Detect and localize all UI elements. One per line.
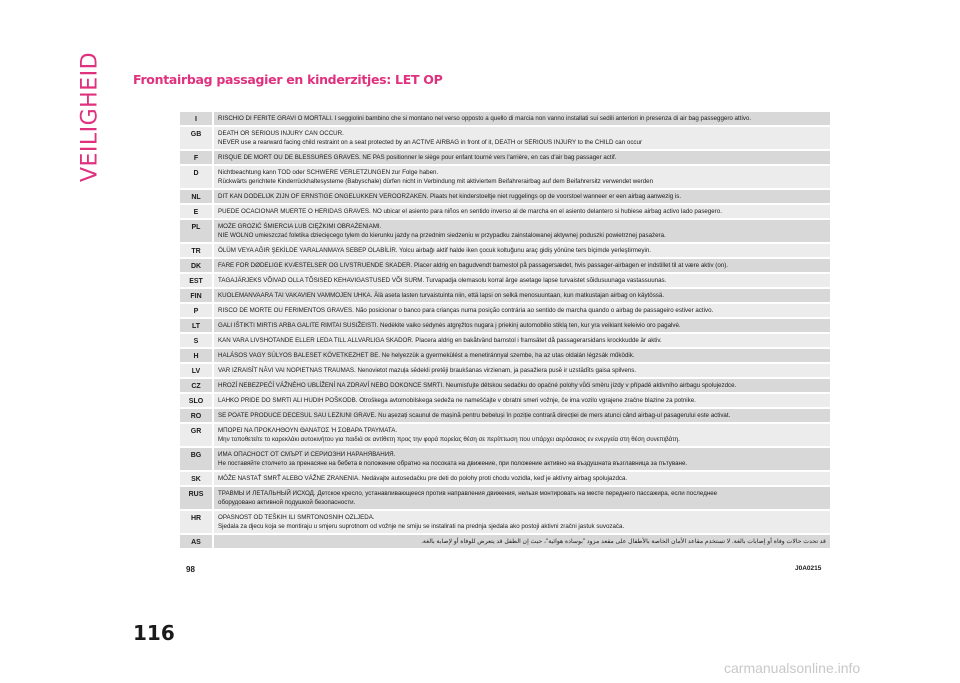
warning-line: KUOLEMANVAARA TAI VAKAVIEN VAMMOJEN UHKA. Älä aseta lasten turvaistuinta niin, että lapsi on selkä menosuuntaan, kun matkustajan airbag on käytössä. — [218, 292, 665, 299]
page-title: Frontairbag passagier en kinderzitjes: LET OP — [133, 72, 443, 87]
warning-text — [214, 304, 830, 317]
language-code: E — [180, 205, 214, 218]
language-code: SK — [180, 472, 214, 485]
table-row — [180, 535, 830, 550]
table-row — [180, 409, 830, 424]
warning-text — [214, 112, 830, 125]
table-row — [180, 304, 830, 319]
warning-line: RISCHIO DI FERITE GRAVI O MORTALI. I seggiolini bambino che si montano nel verso opposto a quello di marcia non vanno installati sui sedili anteriori in presenza di air bag passeggero attivo. — [218, 115, 752, 122]
warning-text — [214, 127, 830, 149]
warning-line: TAGAJÄRJEKS VÕIVAD OLLA TÕSISED KEHAVIGASTUSED VÕI SURM. Turvapadja olemasolu korral ärge asetage lapse turvaistet sõidusuunaga vastassuunas. — [218, 277, 667, 284]
table-row — [180, 220, 830, 244]
warning-text — [214, 409, 830, 422]
warning-line: Sjedala za djecu koja se montiraju u smjeru suprotnom od vožnje ne smiju se instalirati na prednja sjedala ako postoji aktivni zračni jastuk suvozača. — [218, 523, 625, 530]
warning-line: GALI IŠTIKTI MIRTIS ARBA GALITE RIMTAI SUSIŽEISTI. Nedėkite vaiko sėdynės atgręžtos nugara į priekinį automobilio stiklą ten, kur yra veikiant keleivio oro pagalvė. — [218, 322, 681, 329]
warning-text — [214, 535, 830, 548]
language-code: H — [180, 349, 214, 362]
language-code: CZ — [180, 379, 214, 392]
table-row — [180, 394, 830, 409]
table-row — [180, 151, 830, 166]
figure-page-number: 98 — [186, 565, 195, 574]
language-code: FIN — [180, 289, 214, 302]
language-code: AS — [180, 535, 214, 548]
figure-reference: J0A0215 — [795, 565, 822, 572]
language-code: PL — [180, 220, 214, 242]
table-row — [180, 379, 830, 394]
warning-line: Nichtbeachtung kann TOD oder SCHWERE VERLETZUNGEN zur Folge haben. — [218, 169, 439, 176]
page-number: 116 — [133, 621, 175, 645]
table-row — [180, 112, 830, 127]
warning-line: NEVER use a rearward facing child restraint on a seat protected by an ACTIVE AIRBAG in front of it, DEATH or SERIOUS INJURY to the CHILD can occur — [218, 139, 643, 146]
table-row — [180, 190, 830, 205]
warning-text — [214, 424, 830, 446]
warning-line: ИМА ОПАСНОСТ ОТ СМЪРТ И СЕРИОЗНИ НАРАНЯВАНИЯ. — [218, 451, 396, 458]
warning-line: ТРАВМЫ И ЛЕТАЛЬНЫЙ ИСХОД. Детское кресло, устанавливающееся против направления движения, нельзя монтировать на месте переднего пассажира, если последнее — [218, 490, 718, 497]
warning-text — [214, 166, 830, 188]
warning-text — [214, 364, 830, 377]
warning-line: Не поставяйте столчето за пренасяне на бебета в положение обратно на посоката на движение, при положение активно на въздушната възглавница за пътуване. — [218, 460, 688, 467]
warning-line: Rückwärts gerichtete Kinderrückhaltesysteme (Babyschale) dürfen nicht in Verbindung mit aktiviertem Beifahrerairbag auf dem Beifahrersitz verwendet werden — [218, 178, 654, 185]
warning-text — [214, 334, 830, 347]
warning-text — [214, 349, 830, 362]
warning-line: NIE WOLNO umieszczać foletika dziecięcego tylem do kierunku jazdy na przednim siedzeniu w przypadku zainstalowanej aktywnej poduszki powietrznej pasażera. — [218, 232, 666, 239]
language-code: TR — [180, 244, 214, 257]
table-row — [180, 274, 830, 289]
warning-text — [214, 220, 830, 242]
language-code: NL — [180, 190, 214, 203]
warning-line: VAR IZRAISĪT NĀVI VAI NOPIETNAS TRAUMAS. Nenovietot mazuļa sēdekli pretēji braukšanas virzienam, ja pasažiera pusē ir uzstādīts gaisa spilvens. — [218, 367, 637, 374]
table-row — [180, 487, 830, 511]
language-code: LT — [180, 319, 214, 332]
table-row — [180, 334, 830, 349]
table-row — [180, 364, 830, 379]
language-code: D — [180, 166, 214, 188]
language-code: SLO — [180, 394, 214, 407]
warning-text — [214, 151, 830, 164]
warning-text — [214, 205, 830, 218]
warning-line: FARE FOR DØDELIGE KVÆSTELSER OG LIVSTRUENDE SKADER. Placer aldrig en bagudvendt barnestol på passagersædet, hvis passager-airbagen er indstillet til at være aktiv (on). — [218, 262, 728, 269]
table-row — [180, 319, 830, 334]
warning-line: HALÁSOS VAGY SÚLYOS BALESET KÖVETKEZHET BE. Ne helyezzük a gyermekülést a menetiránnyal szembe, ha az utas oldalán légzsák működik. — [218, 352, 635, 359]
language-code: I — [180, 112, 214, 125]
warning-line: MÔŽE NASTAŤ SMRŤ ALEBO VÁŽNE ZRANENIA. Nedávajte autosedačku pre deti do polohy proti chodu vozidla, keď je aktívny airbag spolujazdca. — [218, 475, 628, 482]
warning-line: HROZÍ NEBEZPEČÍ VÁŽNÉHO UBLÍŽENÍ NA ZDRAVÍ NEBO DOKONCE SMRTI. Neumisťujte dětskou sedačku do opačné polohy vůči směru jízdy v případě aktivního airbagu spolujezdce. — [218, 382, 737, 389]
warning-line: OPASNOST OD TEŠKIH ILI SMRTONOSNIH OZLJEDA. — [218, 514, 375, 521]
language-code: BG — [180, 448, 214, 470]
warning-text — [214, 274, 830, 287]
warning-text — [214, 394, 830, 407]
language-code: RUS — [180, 487, 214, 509]
language-code: RO — [180, 409, 214, 422]
table-row — [180, 289, 830, 304]
warning-text — [214, 379, 830, 392]
language-code: GB — [180, 127, 214, 149]
table-row — [180, 127, 830, 151]
warning-line: SE POATE PRODUCE DECESUL SAU LEZIUNI GRAVE. Nu așezați scaunul de mașină pentru bebeluși în poziție contrară direcției de mers atunci când airbag-ul pasagerului este activat. — [218, 412, 731, 419]
table-row — [180, 424, 830, 448]
warning-line: RISCO DE MORTE OU FERIMENTOS GRAVES. Não posicionar o banco para crianças numa posição contrária ao sentido de marcha quando o airbag de passageiro estiver activo. — [218, 307, 714, 314]
warning-text — [214, 487, 830, 509]
language-code: GR — [180, 424, 214, 446]
warning-line: ΜΠΟΡΕΙ ΝΑ ΠΡΟΚΛΗΘΟΥΝ ΘΑΝΑΤΟΣ Ή ΣΟΒΑΡΑ ΤΡΑΥΜΑΤΑ. — [218, 427, 398, 434]
table-row — [180, 244, 830, 259]
warning-line: DEATH OR SERIOUS INJURY CAN OCCUR. — [218, 130, 344, 137]
language-code: S — [180, 334, 214, 347]
language-code: HR — [180, 511, 214, 533]
warning-line: DIT KAN DODELIJK ZIJN OF ERNSTIGE ONGELUKKEN VEROORZAKEN. Plaats het kinderstoeltje niet ruggelings op de voorstoel wanneer er een airbag aanwezig is. — [218, 193, 682, 200]
warning-line: LAHKO PRIDE DO SMRTI ALI HUDIH POŠKODB. Otroškega avtomobilskega sedeža ne nameščajte v obratni smeri vožnje, če ima vozilo vgrajene zračne blazine za potnike. — [218, 397, 696, 404]
warning-text — [214, 448, 830, 470]
warning-text — [214, 319, 830, 332]
table-row — [180, 259, 830, 274]
table-row — [180, 349, 830, 364]
warning-text — [214, 289, 830, 302]
warning-line: RISQUE DE MORT OU DE BLESSURES GRAVES. NE PAS positionner le siège pour enfant tourné vers l'arrière, en cas d'air bag passager actif. — [218, 154, 617, 161]
warning-line: قد تحدث حالات وفاة أو إصابات بالغة. لا تستخدم مقاعد الأمان الخاصة بالأطفال على مقعد مزود "بوسادة هوائية"، حيث إن الطفل قد يتعرض للوفاة أو لإصابة بالغة. — [421, 538, 826, 545]
language-code: DK — [180, 259, 214, 272]
warning-text — [214, 244, 830, 257]
table-row — [180, 472, 830, 487]
warning-text — [214, 259, 830, 272]
warning-text — [214, 511, 830, 533]
warning-text — [214, 472, 830, 485]
section-label — [73, 51, 107, 183]
warning-line: MOŻE GROZIĆ ŚMIERCIA LUB CIĘŻKIMI OBRAŻENIAMI. — [218, 223, 382, 230]
watermark: carmanualsonline.info — [724, 660, 861, 676]
warning-line: Μην τοποθετείτε το καρεκλάκι αυτοκινήτου για παιδιά σε αντίθετη προς την φορά πορείας θέση σε περίπτωση που υπάρχει αερόσακος εν ενεργεία στη θέση συνεπιβάτη. — [218, 436, 680, 443]
table-row — [180, 511, 830, 535]
warning-line: KAN VARA LIVSHOTANDE ELLER LEDA TILL ALLVARLIGA SKADOR. Placera aldrig en bakåtvänd barnstol i framsätet då passagerarsidans krockkudde är aktiv. — [218, 337, 662, 344]
language-code: F — [180, 151, 214, 164]
warning-line: ÖLÜM VEYA AĞIR ŞEKİLDE YARALANMAYA SEBEP OLABİLİR. Yolcu airbağı aktif halde iken çocuk koltuğunu araç gidiş yönüne ters biçimde yerleştirmeyin. — [218, 247, 651, 254]
language-code: P — [180, 304, 214, 317]
language-code: EST — [180, 274, 214, 287]
table-row — [180, 166, 830, 190]
warning-table — [180, 112, 830, 550]
warning-line: оборудовано активной подушкой безопасности. — [218, 499, 356, 506]
language-code: LV — [180, 364, 214, 377]
table-row — [180, 205, 830, 220]
warning-line: PUEDE OCACIONAR MUERTE O HERIDAS GRAVES. NO ubicar el asiento para niños en sentido inverso al de marcha en el asiento delantero si hubiese airbag activo lado pasegero. — [218, 208, 722, 215]
warning-text — [214, 190, 830, 203]
table-row — [180, 448, 830, 472]
section-label-text: VEILIGHEID — [77, 51, 103, 183]
